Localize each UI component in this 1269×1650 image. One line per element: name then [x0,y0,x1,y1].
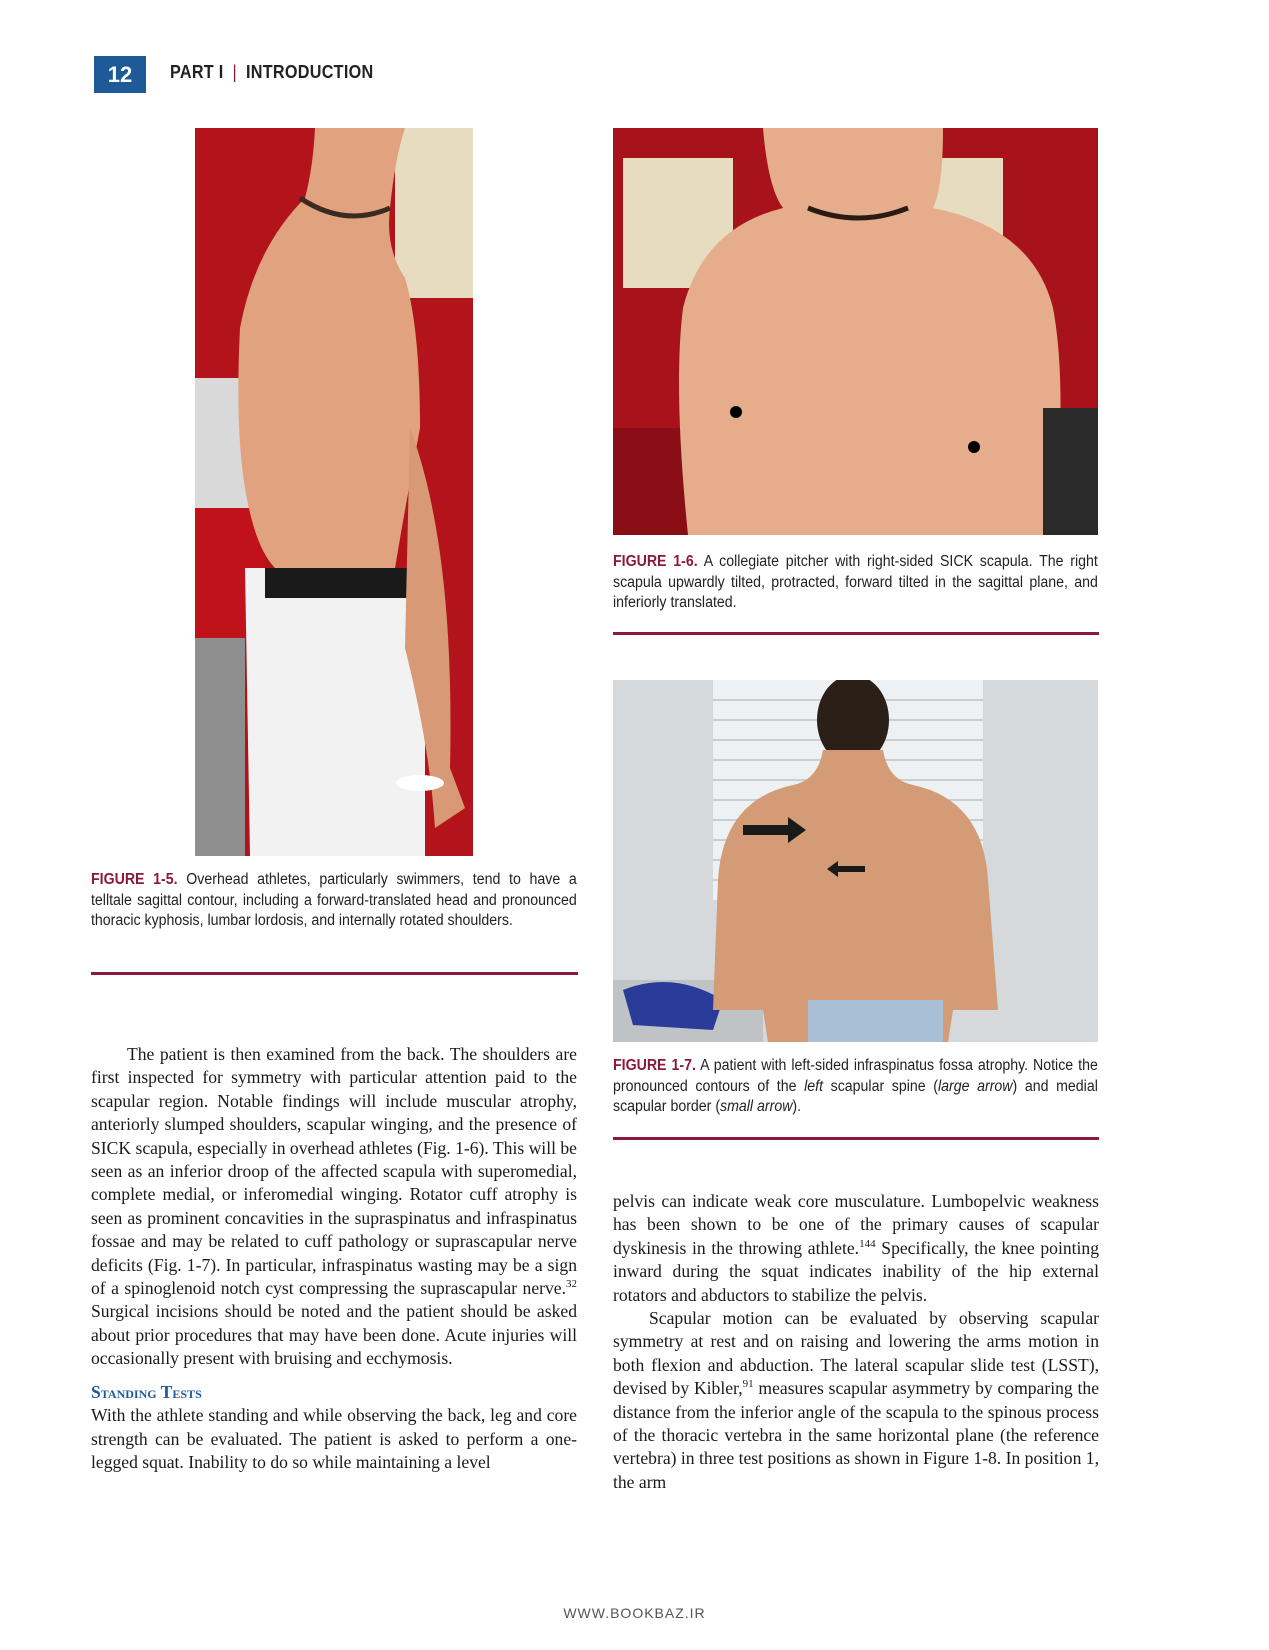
right-paragraph-2-a: Scapular motion can be evaluated by observing scapular symmetry at rest and on raising and lowering the arms motion in both flexion and abduction. The lateral scapular slide test (LSST), devised by Kibler, [613,1308,1099,1399]
page-number: 12 [94,56,146,93]
figure-1-6-rule [613,632,1099,635]
footer-watermark: WWW.BOOKBAZ.IR [563,1605,706,1621]
right-paragraph-2 [613,1307,1099,1494]
part-label: PART I [170,62,224,82]
figure-1-6-photo [613,128,1098,535]
figure-1-7-text-c: ) and medial scapular border ( [613,1077,1098,1115]
figure-1-5-label: FIGURE 1-5. [91,871,178,888]
header-separator: | [232,62,238,82]
right-paragraph-2-b: measures scapular asymmetry by comparing the distance from the inferior angle of the scapula to the spinous process of the thoracic vertebra in the same horizontal plane (the reference vertebra) in three test positions as shown in Figure 1-8. In position 1, the arm [613,1378,1099,1492]
figure-1-5-photo [195,128,473,856]
left-paragraph-1-b: Surgical incisions should be noted and the patient should be asked about prior procedures that may have been done. Acute injuries will occasionally present with bruising and ecchymosis. [91,1301,577,1369]
figure-1-6-caption [613,552,1098,614]
figure-1-5-caption [91,870,577,932]
right-paragraph-1-sup: 144 [859,1237,876,1250]
figure-1-7-text-b: scapular spine ( [823,1077,939,1095]
figure-1-5-text: Overhead athletes, particularly swimmers, tend to have a telltale sagittal contour, including a forward-translated head and pronounced thoracic kyphosis, lumbar lordosis, and internally rotated shoulders. [91,871,577,929]
figure-1-7-photo [613,680,1098,1042]
figure-1-7-small-arrow: small arrow [720,1098,793,1115]
figure-1-7-rule [613,1137,1099,1140]
running-head [170,62,373,83]
right-paragraph-1-b: Specifically, the knee pointing inward during the squat indicates inability of the hip external rotators and abductors to stabilize the pelvis. [613,1237,1100,1305]
left-column-text [91,1043,577,1474]
figure-1-5-rule [91,972,578,975]
figure-1-6-text: A collegiate pitcher with right-sided SICK scapula. The right scapula upwardly tilted, protracted, forward tilted in the sagittal plane, and inferiorly translated. [613,553,1098,611]
section-label: INTRODUCTION [246,62,374,82]
section-heading-standing-tests: Standing Tests [91,1381,202,1402]
left-paragraph-2: With the athlete standing and while observing the back, leg and core strength can be evaluated. The patient is asked to perform a one-legged squat. Inability to do so while maintaining a level [91,1405,577,1472]
left-paragraph-1-a: The patient is then examined from the back. The shoulders are first inspected for symmetry with particular attention paid to the scapular region. Notable findings will include muscular atrophy, anteriorly slumped shoulders, scapular winging, and the presence of SICK scapula, especially in overhead athletes (Fig. 1-6). This will be seen as an inferior droop of the affected scapula with superomedial, complete medial, or inferomedial winging. Rotator cuff atrophy is seen as prominent concavities in the supraspinatus and infraspinatus fossae and may be related to cuff pathology or suprascapular nerve deficits (Fig. 1-7). In particular, infraspinatus wasting may be a sign of a spinoglenoid notch cyst compressing the suprascapular nerve. [91,1044,577,1299]
left-paragraph-1 [91,1043,577,1371]
figure-1-7-text-d: ). [792,1098,802,1115]
figure-1-7-text-a: A patient with left-sided infraspinatus fossa atrophy. Notice the pronounced contours of the [613,1057,1098,1095]
right-paragraph-1-a: pelvis can indicate weak core musculature. Lumbopelvic weakness has been shown to be one of the primary causes of scapular dyskinesis in the throwing athlete. [613,1191,1099,1258]
figure-1-7-label: FIGURE 1-7. [613,1057,696,1074]
left-paragraph-1-sup: 32 [566,1278,577,1291]
figure-1-7-caption [613,1056,1098,1118]
right-paragraph-1 [613,1190,1099,1307]
right-column-text [613,1190,1099,1494]
figure-1-7-left: left [804,1077,824,1095]
figure-1-7-large-arrow: large arrow [938,1077,1013,1095]
right-paragraph-2-sup: 91 [742,1378,754,1391]
figure-1-6-label: FIGURE 1-6. [613,553,698,570]
